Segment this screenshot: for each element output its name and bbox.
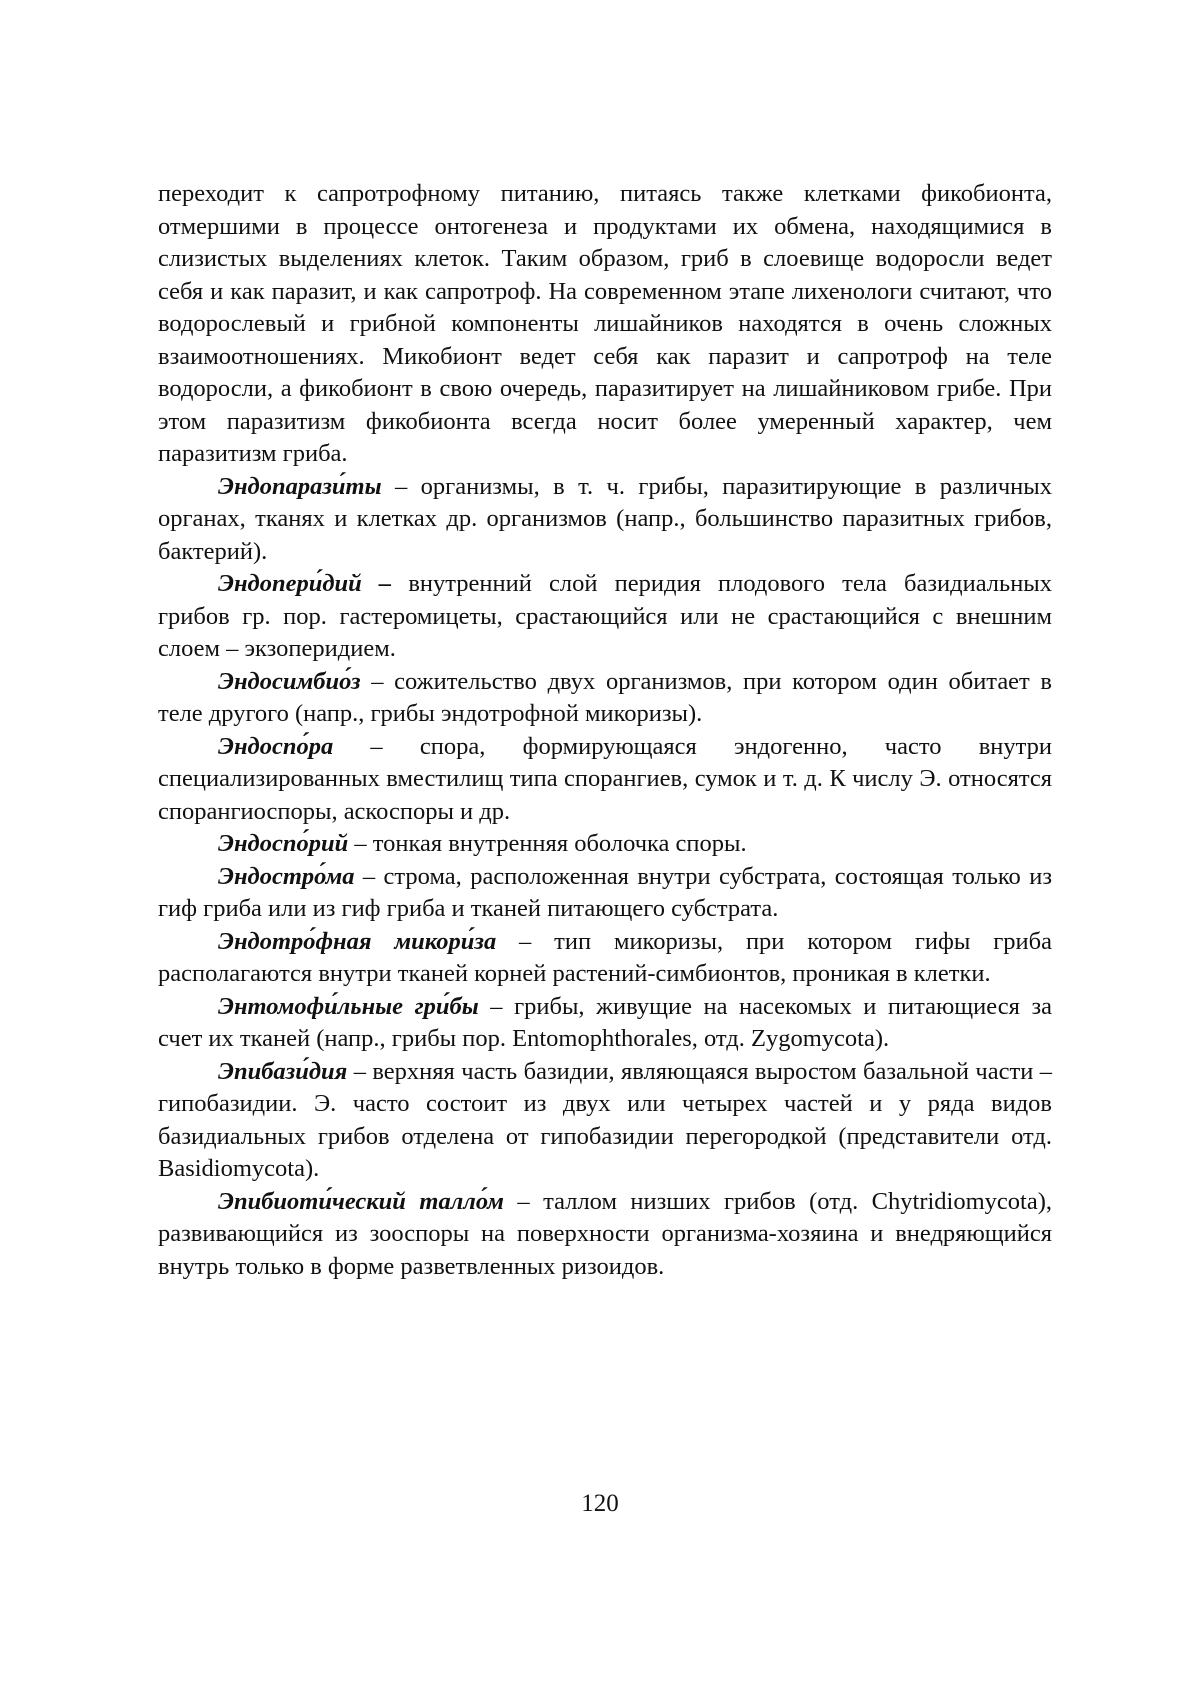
- entry-definition: внутренний слой перидия плодового тела базидиальных грибов гр. пор. гастеромицеты, срастающийся или не срастающийся с внешним слоем – экзоперидием.: [158, 570, 1053, 662]
- entry-term: Эндопери́дий –: [218, 570, 392, 597]
- entry-term: Эндосимбио́з: [218, 667, 361, 695]
- entry-term: Эпибиоти́ческий талло́м: [218, 1187, 504, 1215]
- glossary-entry: [158, 828, 1052, 861]
- entry-term: Эндопарази́ты: [218, 472, 382, 500]
- page-text-block: [158, 178, 1052, 1283]
- glossary-entry: [158, 926, 1052, 991]
- entry-definition: – тонкая внутренняя оболочка споры.: [348, 830, 747, 857]
- entry-term: Энтомофи́льные гри́бы: [218, 992, 479, 1020]
- page-number: 120: [581, 1490, 619, 1517]
- intro-paragraph: переходит к сапротрофному питанию, питаясь также клетками фикобионта, отмершими в процессе онтогенеза и продуктами их обмена, находящимися в слизистых выделениях клеток. Таким образом, гриб в слоевище водоросли ведет себя и как паразит, и как сапротроф. На современном этапе лихенологи считают, что водорослевый и грибной компоненты лишайников находятся в очень сложных взаимоотношениях. Микобионт ведет себя как паразит и сапротроф на теле водоросли, а фикобионт в свою очередь, паразитирует на лишайниковом грибе. При этом паразитизм фикобионта всегда носит более умеренный характер, чем паразитизм гриба.: [158, 180, 1052, 467]
- glossary-entry: [158, 861, 1052, 926]
- glossary-entry: [158, 568, 1052, 666]
- entry-term: Эндотро́фная микори́за: [218, 927, 497, 955]
- glossary-entry: [158, 1056, 1052, 1186]
- entry-term: Эпибази́дия: [218, 1057, 348, 1085]
- entry-definition: – таллом низших грибов (отд. Chytridiomycota), развивающийся из зооспоры на поверхности организма-хозяина и внедряющийся внутрь только в форме разветвленных ризоидов.: [158, 1187, 1052, 1280]
- glossary-entry: [158, 666, 1052, 731]
- glossary-entry: [158, 991, 1052, 1056]
- glossary-entry: [158, 731, 1052, 829]
- entry-definition: – строма, расположенная внутри субстрата, состоящая только из гиф гриба или из гиф гриба и тканей питающего субстрата.: [158, 862, 1052, 922]
- glossary-entry: [158, 471, 1052, 569]
- entry-term: Эндоспо́ра: [218, 732, 334, 760]
- entry-term: Эндостро́ма: [218, 862, 355, 890]
- glossary-entry: [158, 1186, 1052, 1284]
- entry-definition: – организмы, в т. ч. грибы, паразитирующие в различных органах, тканях и клетках др. организмов (напр., большинство паразитных грибов, бактерий).: [158, 472, 1052, 565]
- entry-definition: – тип микоризы, при котором гифы гриба располагаются внутри тканей корней растений-симбионтов, проникая в клетки.: [158, 927, 1052, 987]
- entry-definition: – спора, формирующаяся эндогенно, часто внутри специализированных вместилищ типа спорангиев, сумок и т. д. К числу Э. относятся спорангиоспоры, аскоспоры и др.: [158, 732, 1052, 825]
- entry-definition: – верхняя часть базидии, являющаяся выростом базальной части – гипобазидии. Э. часто состоит из двух или четырех частей и у ряда видов базидиальных грибов отделена от гипобазидии перегородкой (представители отд. Basidiomycota).: [158, 1057, 1052, 1182]
- entry-term: Эндоспо́рий: [218, 830, 349, 857]
- entry-definition: – сожительство двух организмов, при котором один обитает в теле другого (напр., грибы эндотрофной микоризы).: [158, 667, 1052, 727]
- entry-definition: – грибы, живущие на насекомых и питающиеся за счет их тканей (напр., грибы пор. Entomophthorales, отд. Zygomycota).: [158, 992, 1052, 1052]
